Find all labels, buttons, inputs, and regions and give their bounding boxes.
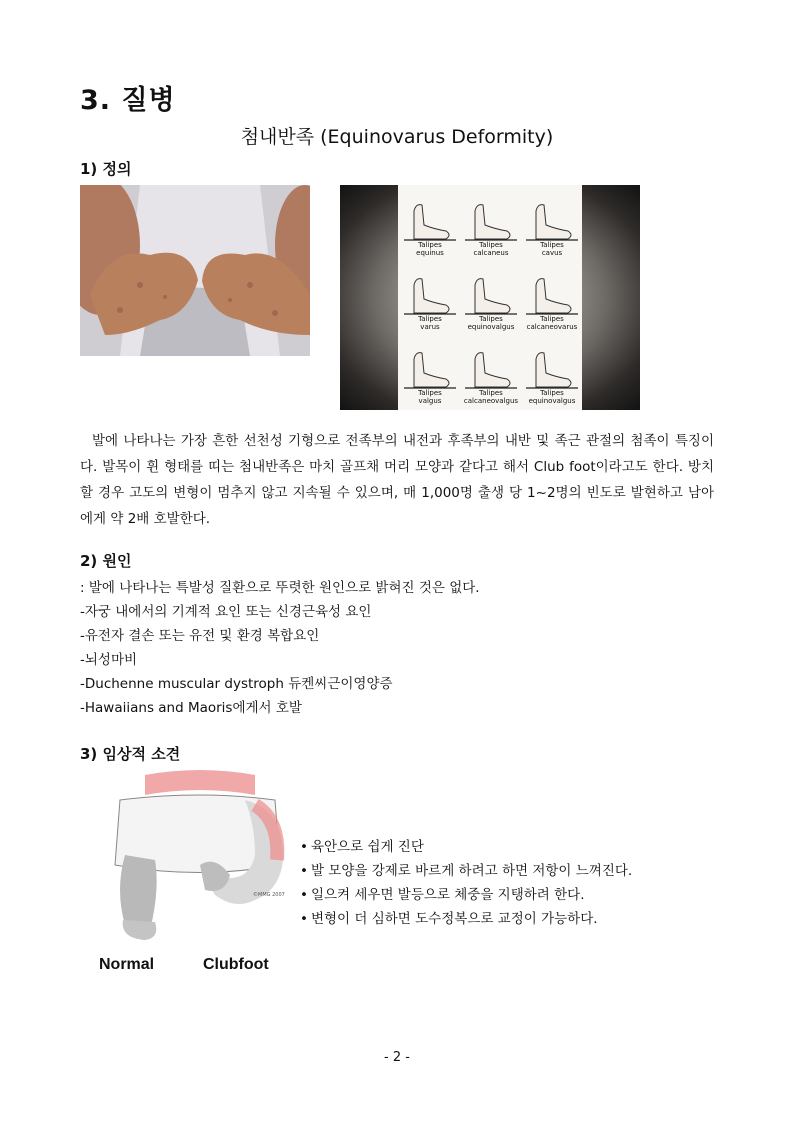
cause-line: -뇌성마비 bbox=[80, 652, 138, 668]
talipes-type-label: Talipes equinus bbox=[416, 241, 444, 257]
talipes-type-label: Talipes calcaneovarus bbox=[526, 315, 578, 331]
talipes-type-cell bbox=[461, 337, 521, 407]
section-heading: 3. 질병 bbox=[80, 85, 176, 116]
talipes-type-label: Talipes calcaneovalgus bbox=[463, 389, 519, 405]
finding-item: • 변형이 더 심하면 도수정복으로 교정이 가능하다. bbox=[300, 907, 632, 931]
foot-drawing-icon bbox=[461, 263, 521, 317]
copyright-text: ©MMG 2007 bbox=[253, 892, 285, 898]
finding-item: • 발 모양을 강제로 바르게 하려고 하면 저항이 느껴진다. bbox=[300, 859, 632, 883]
talipes-types-diagram bbox=[340, 185, 640, 410]
talipes-type-label: Talipes equinovalgus bbox=[528, 389, 576, 405]
talipes-type-label: Talipes calcaneus bbox=[473, 241, 509, 257]
cause-line: -자궁 내에서의 기계적 요인 또는 신경근육성 요인 bbox=[80, 604, 372, 620]
normal-label: Normal bbox=[99, 956, 155, 973]
subsection-clinical-findings: 3) 임상적 소견 bbox=[80, 745, 181, 763]
subsection-definition: 1) 정의 bbox=[80, 160, 132, 178]
document-title: 첨내반족 (Equinovarus Deformity) bbox=[240, 126, 554, 148]
cause-line: : 발에 나타나는 특발성 질환으로 뚜렷한 원인으로 밝혀진 것은 없다. bbox=[80, 580, 480, 596]
page-number: - 2 - bbox=[384, 1050, 410, 1065]
talipes-type-cell bbox=[461, 189, 521, 259]
foot-drawing-icon bbox=[522, 263, 582, 317]
talipes-type-label: Talipes cavus bbox=[540, 241, 564, 257]
foot-drawing-icon bbox=[400, 337, 460, 391]
talipes-type-label: Talipes varus bbox=[418, 315, 442, 331]
foot-drawing-icon bbox=[461, 189, 521, 243]
talipes-type-cell bbox=[522, 337, 582, 407]
finding-item: • 육안으로 쉽게 진단 bbox=[300, 835, 632, 859]
talipes-type-cell bbox=[400, 263, 460, 333]
subsection-causes: 2) 원인 bbox=[80, 552, 132, 570]
normal-vs-clubfoot-illustration bbox=[99, 770, 295, 975]
finding-item: • 일으켜 세우면 발등으로 체중을 지탱하려 한다. bbox=[300, 883, 632, 907]
clinical-findings-list bbox=[300, 835, 632, 931]
foot-drawing-icon bbox=[522, 337, 582, 391]
talipes-type-cell bbox=[522, 263, 582, 333]
talipes-type-cell bbox=[400, 189, 460, 259]
clubfoot-label: Clubfoot bbox=[203, 956, 269, 973]
talipes-type-label: Talipes valgus bbox=[418, 389, 442, 405]
talipes-panel bbox=[398, 185, 582, 410]
talipes-type-cell bbox=[400, 337, 460, 407]
clubfoot-photo bbox=[80, 185, 310, 356]
cause-line: -Hawaiians and Maoris에게서 호발 bbox=[80, 700, 302, 716]
talipes-type-cell bbox=[522, 189, 582, 259]
foot-drawing-icon bbox=[522, 189, 582, 243]
cause-line: -Duchenne muscular dystroph 듀켄씨근이영양증 bbox=[80, 676, 393, 692]
definition-paragraph: 발에 나타나는 가장 흔한 선천성 기형으로 전족부의 내전과 후족부의 내반 및 족근 관절의 첨족이 특징이다. 발목이 휜 형태를 띠는 첨내반족은 마치 골프채 머리 모양과 같다고 해서 Club foot이라고도 한다. 방치 할 경우 고도의 변형이 멈추지 않고 지속될 수 있으며, 매 1,000명 출생 당 1~2명의 빈도로 발현하고 남아에게 약 2배 호발한다. bbox=[80, 433, 714, 527]
foot-drawing-icon bbox=[400, 263, 460, 317]
talipes-type-label: Talipes equinovalgus bbox=[467, 315, 515, 331]
cause-line: -유전자 결손 또는 유전 및 환경 복합요인 bbox=[80, 628, 320, 644]
foot-drawing-icon bbox=[461, 337, 521, 391]
foot-drawing-icon bbox=[400, 189, 460, 243]
talipes-type-cell bbox=[461, 263, 521, 333]
